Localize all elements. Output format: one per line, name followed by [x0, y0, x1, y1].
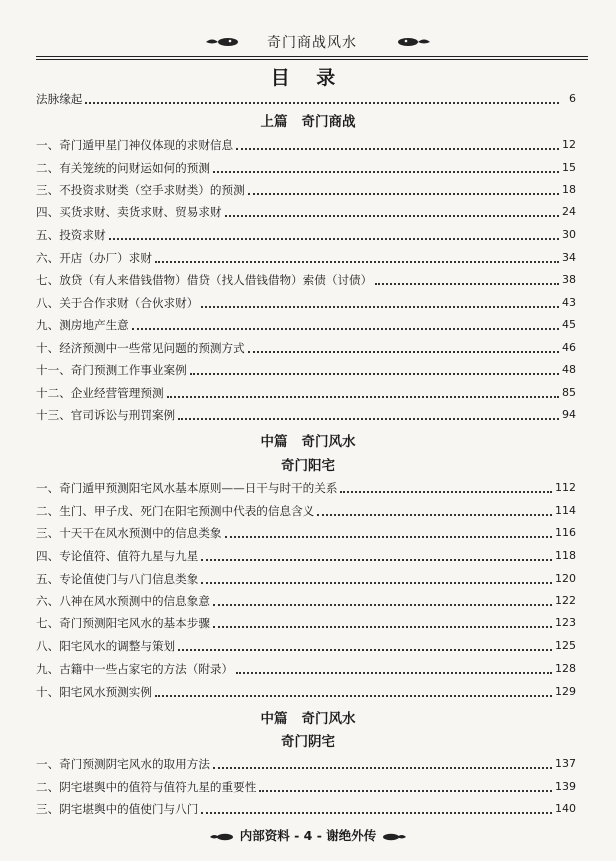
section-heading	[0, 430, 616, 450]
toc-entry-title: 二、生门、甲子戊、死门在阳宅预测中代表的信息含义	[36, 504, 315, 518]
toc-entry[interactable]	[36, 502, 576, 520]
toc-entry[interactable]	[36, 226, 576, 244]
toc-entry-page: 34	[562, 251, 576, 264]
toc-entry[interactable]	[36, 249, 576, 267]
dot-leader	[201, 306, 559, 308]
toc-entry-title: 十三、官司诉讼与刑罚案例	[36, 408, 176, 422]
dot-leader	[178, 418, 559, 420]
toc-entry-title: 九、测房地产生意	[36, 318, 129, 332]
toc-entry-title: 七、放贷（有人来借钱借物）借贷（找人借钱借物）索债（讨债）	[36, 273, 373, 287]
dot-leader	[201, 812, 552, 814]
section-name: 奇门商战	[301, 114, 356, 130]
dot-leader	[201, 559, 552, 561]
toc-entry-page: 125	[555, 639, 576, 652]
toc-entry[interactable]	[36, 90, 576, 108]
toc-entry-title: 四、专论值符、值符九星与九星	[36, 549, 199, 563]
toc-entry[interactable]	[36, 271, 576, 289]
toc-entry[interactable]	[36, 800, 576, 818]
section-label: 中篇	[260, 711, 288, 727]
footer-right-text: 谢绝外传	[326, 828, 377, 843]
page-footer	[0, 826, 616, 844]
toc-entry[interactable]	[36, 181, 576, 199]
dot-leader	[317, 514, 552, 516]
toc-entry-page: 122	[555, 594, 576, 607]
toc-entry-page: 123	[555, 616, 576, 629]
section-heading	[0, 707, 616, 727]
toc-entry-page: 114	[555, 504, 576, 517]
dot-leader	[109, 238, 559, 240]
toc-entry-page: 128	[555, 662, 576, 675]
toc-entry-title: 九、古籍中一些占家宅的方法（附录）	[36, 662, 234, 676]
toc-entry[interactable]	[36, 778, 576, 796]
footer-page-number: - 4 -	[294, 828, 322, 843]
toc-entry-title: 十、经济预测中一些常见问题的预测方式	[36, 341, 245, 355]
dot-leader	[340, 491, 552, 493]
dot-leader	[190, 373, 559, 375]
footer-left-text: 内部资料	[239, 828, 290, 843]
toc-entry-title: 二、有关笼统的问财运如何的预测	[36, 161, 210, 175]
toc-entry[interactable]	[36, 755, 576, 773]
toc-entry-page: 118	[555, 549, 576, 562]
toc-entry-page: 43	[562, 296, 576, 309]
toc-entry[interactable]	[36, 203, 576, 221]
toc-entry-title: 七、奇门预测阳宅风水的基本步骤	[36, 616, 210, 630]
toc-entry-page: 45	[562, 318, 576, 331]
toc-entry[interactable]	[36, 339, 576, 357]
toc-entry-page: 112	[555, 481, 576, 494]
toc-entry-page: 24	[562, 205, 576, 218]
toc-entry-page: 120	[555, 572, 576, 585]
section-heading	[0, 110, 616, 130]
toc-entry-title: 八、阳宅风水的调整与策划	[36, 639, 176, 653]
toc-entry[interactable]	[36, 316, 576, 334]
toc-entry-title: 法脉缘起	[36, 92, 83, 106]
toc-entry-title: 十一、奇门预测工作事业案例	[36, 363, 187, 377]
dot-leader	[236, 148, 559, 150]
toc-entry[interactable]	[36, 159, 576, 177]
dot-leader	[248, 351, 559, 353]
toc-entry-page: 48	[562, 363, 576, 376]
toc-entry-title: 一、奇门预测阴宅风水的取用方法	[36, 757, 210, 771]
toc-entry[interactable]	[36, 384, 576, 402]
dot-leader	[225, 215, 559, 217]
toc-entry-page: 116	[555, 526, 576, 539]
dot-leader	[213, 626, 552, 628]
dot-leader	[236, 672, 552, 674]
toc-entry-page: 15	[562, 161, 576, 174]
dot-leader	[132, 328, 559, 330]
toc-entry[interactable]	[36, 614, 576, 632]
toc-entry-page: 18	[562, 183, 576, 196]
toc-entry-title: 六、开店（办厂）求财	[36, 251, 152, 265]
section-label: 上篇	[260, 114, 288, 130]
dot-leader	[201, 582, 552, 584]
toc-entry-page: 85	[562, 386, 576, 399]
toc-entry-title: 八、关于合作求财（合伙求财）	[36, 296, 199, 310]
dot-leader	[167, 396, 559, 398]
toc-entry-title: 三、十天干在风水预测中的信息类象	[36, 526, 222, 540]
dot-leader	[213, 604, 552, 606]
dot-leader	[213, 767, 552, 769]
toc-entry[interactable]	[36, 637, 576, 655]
section-name: 奇门风水	[301, 434, 356, 450]
toc-entry[interactable]	[36, 683, 576, 701]
subsection-heading: 奇门阴宅	[281, 734, 335, 750]
running-header	[36, 24, 588, 60]
toc-entry-page: 38	[562, 273, 576, 286]
toc-entry[interactable]	[36, 547, 576, 565]
toc-title: 目 录	[270, 67, 346, 89]
toc-entry-title: 五、专论值使门与八门信息类象	[36, 572, 199, 586]
toc-entry[interactable]	[36, 406, 576, 424]
toc-entry-page: 30	[562, 228, 576, 241]
ornament-right-icon	[396, 35, 432, 49]
dot-leader	[155, 261, 559, 263]
toc-entry-title: 六、八神在风水预测中的信息象意	[36, 594, 210, 608]
toc-entry-title: 十二、企业经营管理预测	[36, 386, 164, 400]
toc-entry[interactable]	[36, 479, 576, 497]
dot-leader	[259, 790, 552, 792]
dot-leader	[213, 171, 559, 173]
header-title: 奇门商战风水	[267, 35, 357, 51]
toc-entry-title: 十、阳宅风水预测实例	[36, 685, 152, 699]
toc-entry-page: 6	[569, 92, 576, 105]
toc-entry-page: 139	[555, 780, 576, 793]
section-label: 中篇	[260, 434, 288, 450]
toc-entry-title: 二、阴宅堪舆中的值符与值符九星的重要性	[36, 780, 257, 794]
header-rule	[36, 56, 588, 60]
dot-leader	[248, 193, 559, 195]
footer-ornament-left-icon	[209, 832, 235, 842]
toc-entry[interactable]	[36, 660, 576, 678]
dot-leader	[155, 695, 552, 697]
toc-entry[interactable]	[36, 361, 576, 379]
section-name: 奇门风水	[301, 711, 356, 727]
toc-entry-title: 五、投资求财	[36, 228, 106, 242]
subsection-heading: 奇门阳宅	[281, 458, 335, 474]
dot-leader	[375, 283, 559, 285]
toc-entry-page: 140	[555, 802, 576, 815]
toc-entry-title: 一、奇门遁甲预测阳宅风水基本原则——日干与时干的关系	[36, 481, 338, 495]
dot-leader	[225, 536, 552, 538]
toc-entry[interactable]	[36, 294, 576, 312]
toc-entry-page: 12	[562, 138, 576, 151]
toc-entry[interactable]	[36, 524, 576, 542]
toc-entry[interactable]	[36, 592, 576, 610]
toc-entry-title: 三、不投资求财类（空手求财类）的预测	[36, 183, 245, 197]
toc-entry-title: 四、买货求财、卖货求财、贸易求财	[36, 205, 222, 219]
dot-leader	[178, 649, 552, 651]
dot-leader	[85, 102, 559, 104]
toc-entry-page: 129	[555, 685, 576, 698]
toc-entry-page: 94	[562, 408, 576, 421]
toc-entry[interactable]	[36, 136, 576, 154]
toc-entry-page: 46	[562, 341, 576, 354]
toc-entry-title: 一、奇门遁甲星门神仪体现的求财信息	[36, 138, 234, 152]
toc-entry-title: 三、阴宅堪舆中的值使门与八门	[36, 802, 199, 816]
toc-entry-page: 137	[555, 757, 576, 770]
toc-entry[interactable]	[36, 570, 576, 588]
footer-ornament-right-icon	[381, 832, 407, 842]
